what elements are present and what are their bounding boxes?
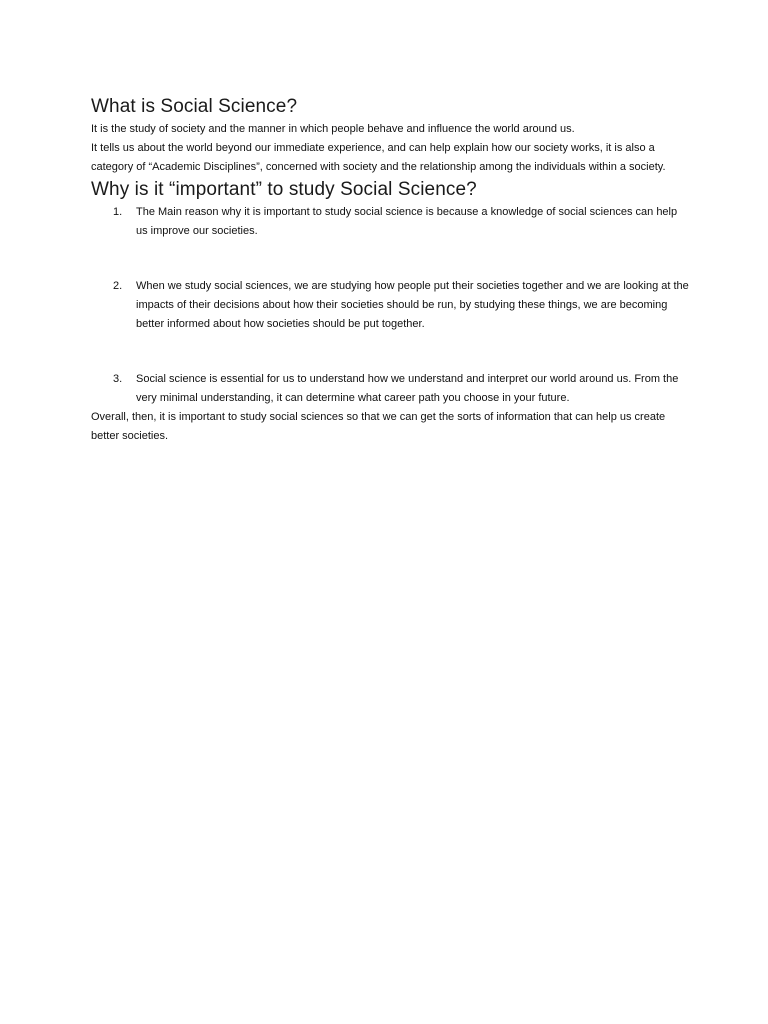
list-item-text: Social science is essential for us to understand how we understand and interpret our world around us. From the very minimal understanding, it can determine what career path you choose in your future. [136,373,679,404]
list-item [91,370,691,408]
conclusion-paragraph: Overall, then, it is important to study social sciences so that we can get the sorts of information that can help us create better societies. [91,411,666,442]
list-item-number: 3. [113,373,123,385]
list-item-text: When we study social sciences, we are studying how people put their societies together and we are looking at the impacts of their decisions about how their societies should be run, by studying these things, we are becoming better informed about how societies should be put together. [136,280,689,330]
reasons-list [91,203,691,408]
list-item-number: 2. [113,280,123,292]
list-item [91,277,691,334]
list-item-number: 1. [113,206,123,218]
definition-paragraph: It is the study of society and the manner in which people behave and influence the world around us. [91,123,575,135]
description-paragraph: It tells us about the world beyond our immediate experience, and can help explain how our society works, it is also a category of “Academic Disciplines”, concerned with society and the relationship among the individuals within a society. [91,142,666,173]
section-heading-why-important: Why is it “important” to study Social Science? [91,179,477,200]
list-item-text: The Main reason why it is important to study social science is because a knowledge of social sciences can help us improve our societies. [136,206,678,237]
document-body [91,94,691,446]
list-item [91,203,691,241]
section-heading-what-is-social-science: What is Social Science? [91,96,298,117]
